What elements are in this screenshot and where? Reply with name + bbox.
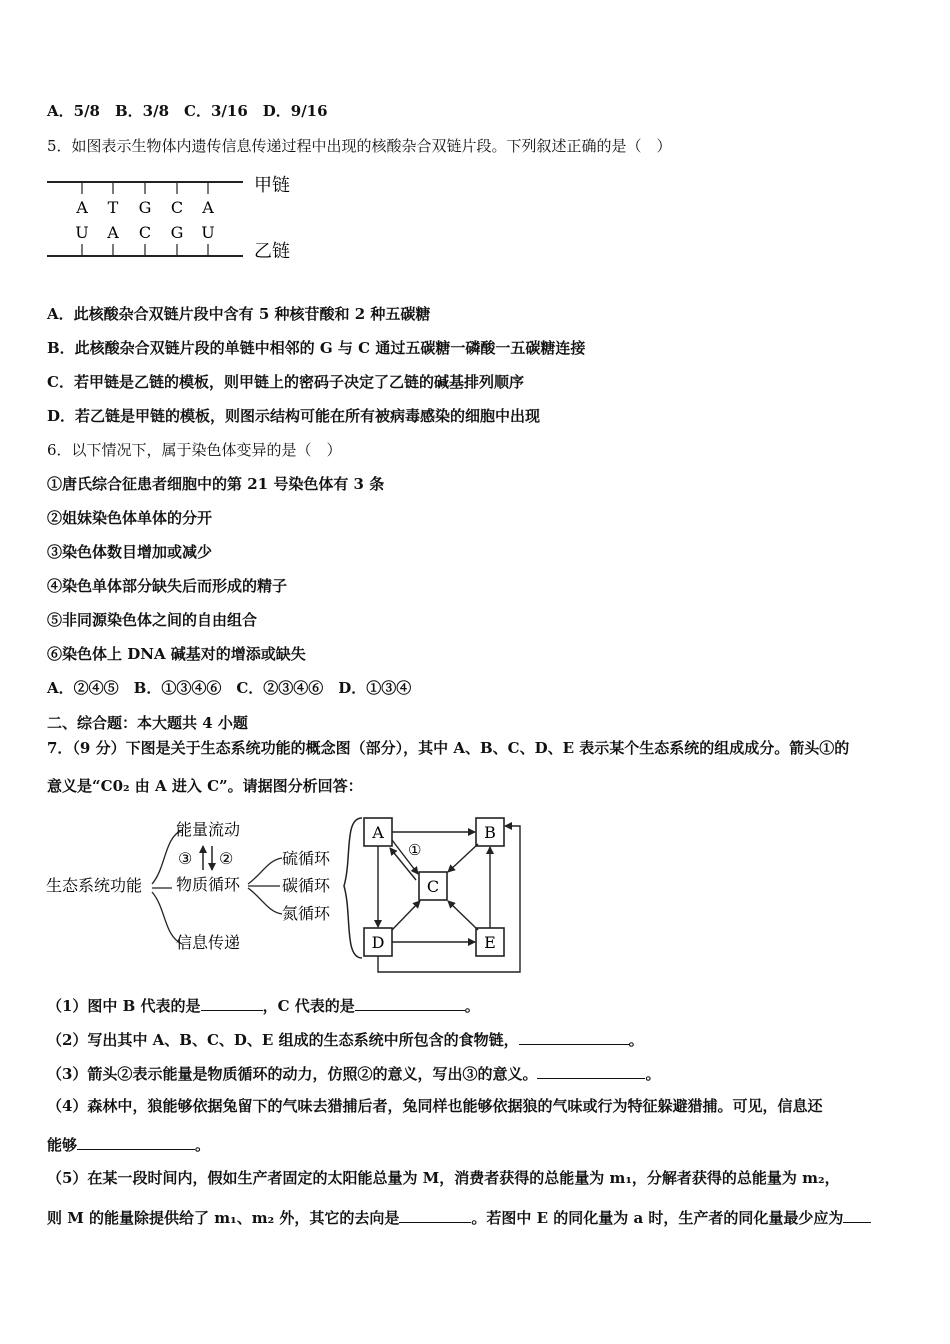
q6-item: ③染色体数目增加或减少 <box>47 543 213 561</box>
answer-blank[interactable] <box>537 1062 645 1079</box>
q6-options: A．②④⑤ B．①③④⑥ C．②③④⑥ D．①③④ <box>47 679 412 697</box>
q6-item: ⑥染色体上 DNA 碱基对的增添或缺失 <box>47 645 306 663</box>
node-d: D <box>371 933 385 952</box>
q5-stem: 5．如图表示生物体内遗传信息传递过程中出现的核酸杂合双链片段。下列叙述正确的是（ ） <box>47 137 672 155</box>
section-title: 二、综合题：本大题共 4 小题 <box>47 714 248 732</box>
q6-item: ①唐氏综合征患者细胞中的第 21 号染色体有 3 条 <box>47 475 385 493</box>
matter-label: 物质循环 <box>176 875 241 894</box>
cycle-nitrogen: 氮循环 <box>282 904 331 923</box>
answer-blank[interactable] <box>519 1028 629 1045</box>
bottom-base: C <box>138 223 152 242</box>
q5-option-d: D．若乙链是甲链的模板，则图示结构可能在所有被病毒感染的细胞中出现 <box>47 407 541 425</box>
cycle-sulfur: 硫循环 <box>282 849 331 868</box>
q6-stem: 6．以下情况下，属于染色体变异的是（ ） <box>47 441 342 459</box>
cycle-carbon: 碳循环 <box>282 876 331 895</box>
nucleic-acid-diagram <box>40 168 320 268</box>
top-base: A <box>76 198 88 217</box>
info-label: 信息传递 <box>176 933 241 952</box>
top-base: A <box>202 198 214 217</box>
q6-item: ②姐妹染色体单体的分开 <box>47 509 213 527</box>
node-c: C <box>426 877 440 896</box>
bottom-base: A <box>107 223 119 242</box>
chain-bottom-label: 乙链 <box>254 241 290 262</box>
top-base: T <box>107 198 119 217</box>
q7-stem-line1: 7．（9 分）下图是关于生态系统功能的概念图（部分），其中 A、B、C、D、E 表示某个生态系统的组成成分。箭头①的 <box>47 739 850 757</box>
arrow1-label: ① <box>408 841 422 859</box>
answer-blank[interactable] <box>201 994 263 1011</box>
bottom-base: U <box>75 223 89 242</box>
chain-top-label: 甲链 <box>254 175 290 196</box>
answer-blank[interactable] <box>355 994 465 1011</box>
q7-sub5-line1: （5）在某一段时间内，假如生产者固定的太阳能总量为 M，消费者获得的总能量为 m₁，分解者获得的总能量为 m₂， <box>47 1169 840 1187</box>
answer-blank[interactable] <box>77 1133 195 1150</box>
node-e: E <box>484 933 496 952</box>
q6-item: ⑤非同源染色体之间的自由组合 <box>47 611 258 629</box>
q7-sub1: （1）图中 B 代表的是 ，C 代表的是 。 <box>47 994 480 1016</box>
energy-label: 能量流动 <box>176 820 241 839</box>
q6-item: ④染色单体部分缺失后而形成的精子 <box>47 577 288 595</box>
q7-sub4-line1: （4）森林中，狼能够依据兔留下的气味去猎捕后者，兔同样也能够依据狼的气味或行为特征躲避猎捕。可见，信息还 <box>47 1097 823 1115</box>
top-base: C <box>170 198 184 217</box>
q4-options: A．5/8 B．3/8 C．3/16 D．9/16 <box>47 102 328 120</box>
arrow2-label: ② <box>219 849 234 868</box>
bottom-base: G <box>170 223 184 242</box>
answer-blank[interactable] <box>399 1206 471 1223</box>
q5-option-b: B．此核酸杂合双链片段的单链中相邻的 G 与 C 通过五碳糖一磷酸一五碳糖连接 <box>47 339 586 357</box>
root-label: 生态系统功能 <box>46 876 143 895</box>
q5-option-a: A．此核酸杂合双链片段中含有 5 种核苷酸和 2 种五碳糖 <box>47 305 431 323</box>
q7-sub2: （2）写出其中 A、B、C、D、E 组成的生态系统中所包含的食物链， 。 <box>47 1028 644 1050</box>
top-base: G <box>138 198 152 217</box>
q7-sub5-line2: 则 M 的能量除提供给了 m₁、m₂ 外，其它的去向是 。若图中 E 的同化量为 a 时，生产者的同化量最少应为 <box>47 1206 871 1228</box>
bottom-base: U <box>201 223 215 242</box>
answer-blank[interactable] <box>843 1206 871 1223</box>
q7-sub4-line2: 能够 。 <box>47 1133 210 1155</box>
arrow3-label: ③ <box>178 849 193 868</box>
q5-option-c: C．若甲链是乙链的模板，则甲链上的密码子决定了乙链的碱基排列顺序 <box>47 373 524 391</box>
node-a: A <box>372 823 384 842</box>
brace <box>344 818 362 958</box>
node-b: B <box>484 823 496 842</box>
q7-stem-line2: 意义是“C0₂ 由 A 进入 C”。请据图分析回答： <box>47 777 363 795</box>
ecosystem-concept-diagram <box>44 808 544 978</box>
q7-sub3: （3）箭头②表示能量是物质循环的动力，仿照②的意义，写出③的意义。 。 <box>47 1062 660 1084</box>
